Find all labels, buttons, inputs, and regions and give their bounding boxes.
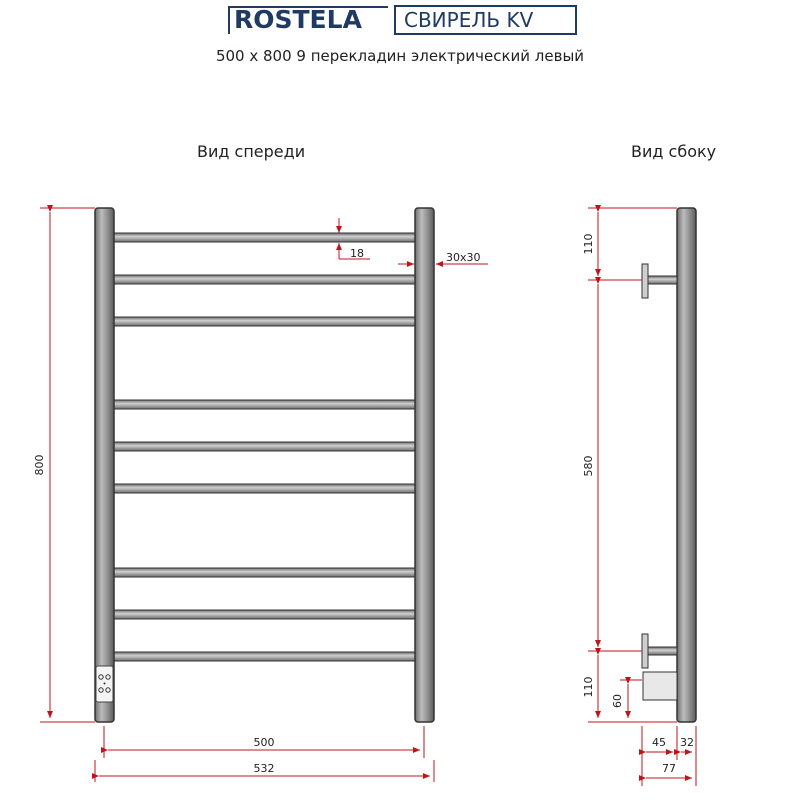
side-view-title: Вид сбоку xyxy=(631,142,717,161)
front-view xyxy=(33,208,488,782)
dim-height xyxy=(33,208,95,722)
dim-side-middle-label: 580 xyxy=(582,455,595,477)
dim-width-inner-label: 500 xyxy=(253,736,275,749)
dim-side-bottom-label: 110 xyxy=(582,676,595,698)
dim-depth-total xyxy=(646,762,692,778)
dim-depth-mount-label: 45 xyxy=(652,736,666,749)
side-view xyxy=(582,208,696,786)
right-post xyxy=(415,208,434,722)
rung xyxy=(113,400,415,409)
side-post xyxy=(677,208,696,722)
dim-depth-parts xyxy=(642,726,696,786)
rung xyxy=(113,442,415,451)
rung xyxy=(113,233,415,242)
dim-side-chain xyxy=(582,208,677,722)
dim-width-outer xyxy=(95,760,434,782)
rungs xyxy=(113,233,415,661)
left-post xyxy=(95,208,114,722)
dim-depth-profile-label: 32 xyxy=(680,736,694,749)
rung xyxy=(113,568,415,577)
brand-logo-text: ROSTELA xyxy=(234,5,362,34)
dim-width-inner xyxy=(104,726,424,758)
product-subtitle: 500 x 800 9 перекладин электрический левый xyxy=(215,47,585,65)
rung xyxy=(113,317,415,326)
bottom-mount xyxy=(642,634,677,668)
dim-depth-total-label: 77 xyxy=(662,762,676,775)
dim-rung-gap-label: 18 xyxy=(350,247,364,260)
rung xyxy=(113,275,415,284)
model-name: СВИРЕЛЬ KV xyxy=(394,5,577,35)
rung xyxy=(113,484,415,493)
dim-side-top-label: 110 xyxy=(582,233,595,255)
top-mount xyxy=(642,264,677,298)
dim-height-label: 800 xyxy=(33,454,46,476)
heater-block xyxy=(643,672,677,700)
rung xyxy=(113,652,415,661)
control-unit xyxy=(96,666,113,702)
dim-profile-label: 30x30 xyxy=(446,251,481,264)
front-view-title: Вид спереди xyxy=(197,142,306,161)
dim-block-height-label: 60 xyxy=(611,694,624,708)
dim-profile xyxy=(398,251,488,264)
rung xyxy=(113,610,415,619)
dim-width-outer-label: 532 xyxy=(253,762,275,775)
